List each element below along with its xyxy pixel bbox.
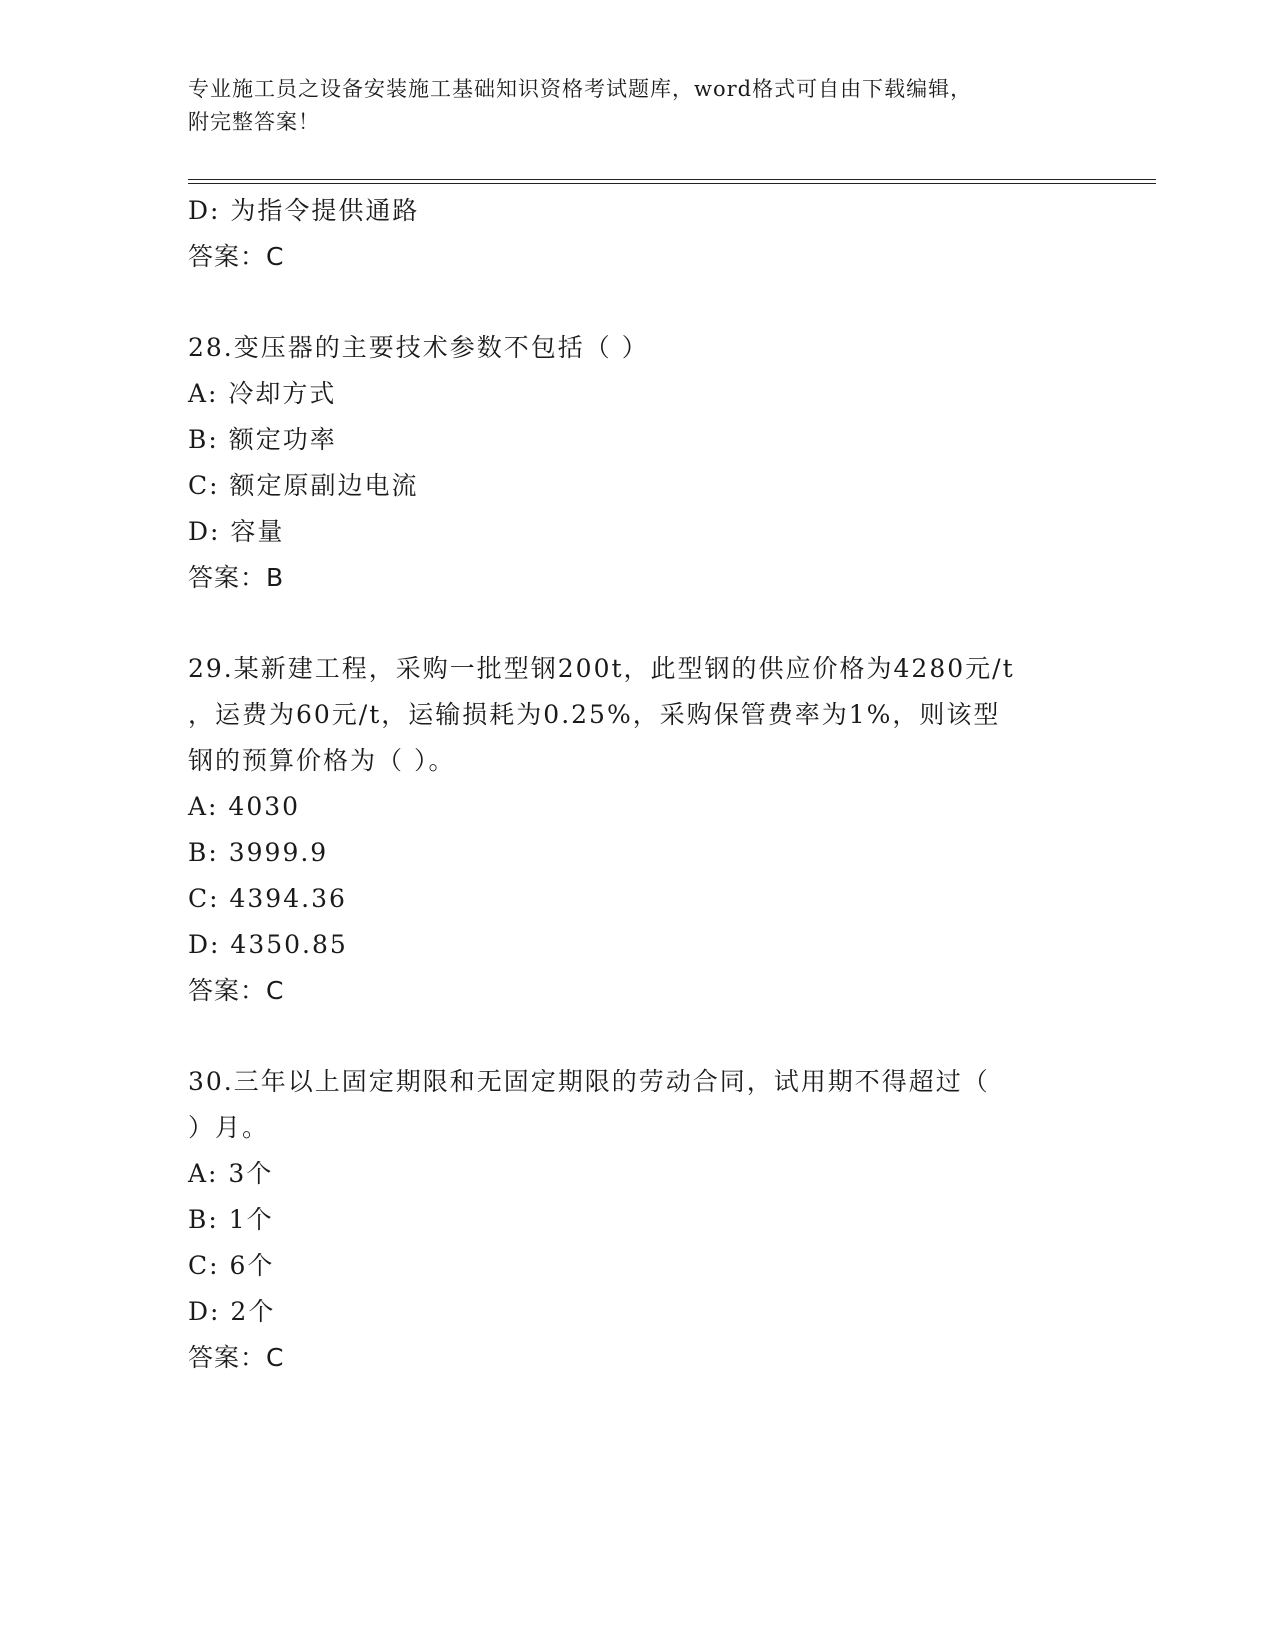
question-29 [188, 646, 1088, 1014]
answer-line: 答案：C [188, 976, 285, 1005]
option-b: B: 1个 [188, 1205, 274, 1234]
question-stem-line-2: ）月。 [188, 1113, 270, 1142]
document-body [188, 188, 1088, 1381]
option-d: D: 容量 [188, 517, 285, 546]
option-c: C: 额定原副边电流 [188, 471, 419, 500]
question-stem-line-1: 30.三年以上固定期限和无固定期限的劳动合同，试用期不得超过（ [188, 1067, 990, 1096]
question-stem: 28.变压器的主要技术参数不包括（ ） [188, 333, 649, 362]
header-title-line-2: 附完整答案！ [188, 110, 320, 134]
header-title-line-1: 专业施工员之设备安装施工基础知识资格考试题库，word格式可自由下载编辑， [188, 77, 973, 101]
question-30 [188, 1059, 1088, 1381]
document-header [188, 73, 1088, 139]
option-d: D: 为指令提供通路 [188, 196, 420, 225]
question-stem-line-2: ，运费为60元/t，运输损耗为0.25%，采购保管费率为1%，则该型 [188, 700, 1001, 729]
question-28 [188, 325, 1088, 601]
header-divider-bottom [188, 183, 1156, 184]
answer-line: 答案：C [188, 1343, 285, 1372]
question-stem-line-3: 钢的预算价格为（ ）。 [188, 746, 456, 775]
option-c: C: 6个 [188, 1251, 275, 1280]
option-a: A: 冷却方式 [188, 379, 337, 408]
option-b: B: 额定功率 [188, 425, 337, 454]
option-c: C: 4394.36 [188, 884, 347, 913]
option-a: A: 4030 [188, 792, 301, 821]
option-b: B: 3999.9 [188, 838, 329, 867]
question-27-tail [188, 188, 1088, 280]
question-stem-line-1: 29.某新建工程，采购一批型钢200t，此型钢的供应价格为4280元/t [188, 654, 1015, 683]
header-divider-top [188, 179, 1156, 180]
option-d: D: 2个 [188, 1297, 276, 1326]
option-d: D: 4350.85 [188, 930, 348, 959]
option-a: A: 3个 [188, 1159, 274, 1188]
answer-line: 答案：B [188, 563, 285, 592]
answer-line: 答案：C [188, 242, 285, 271]
